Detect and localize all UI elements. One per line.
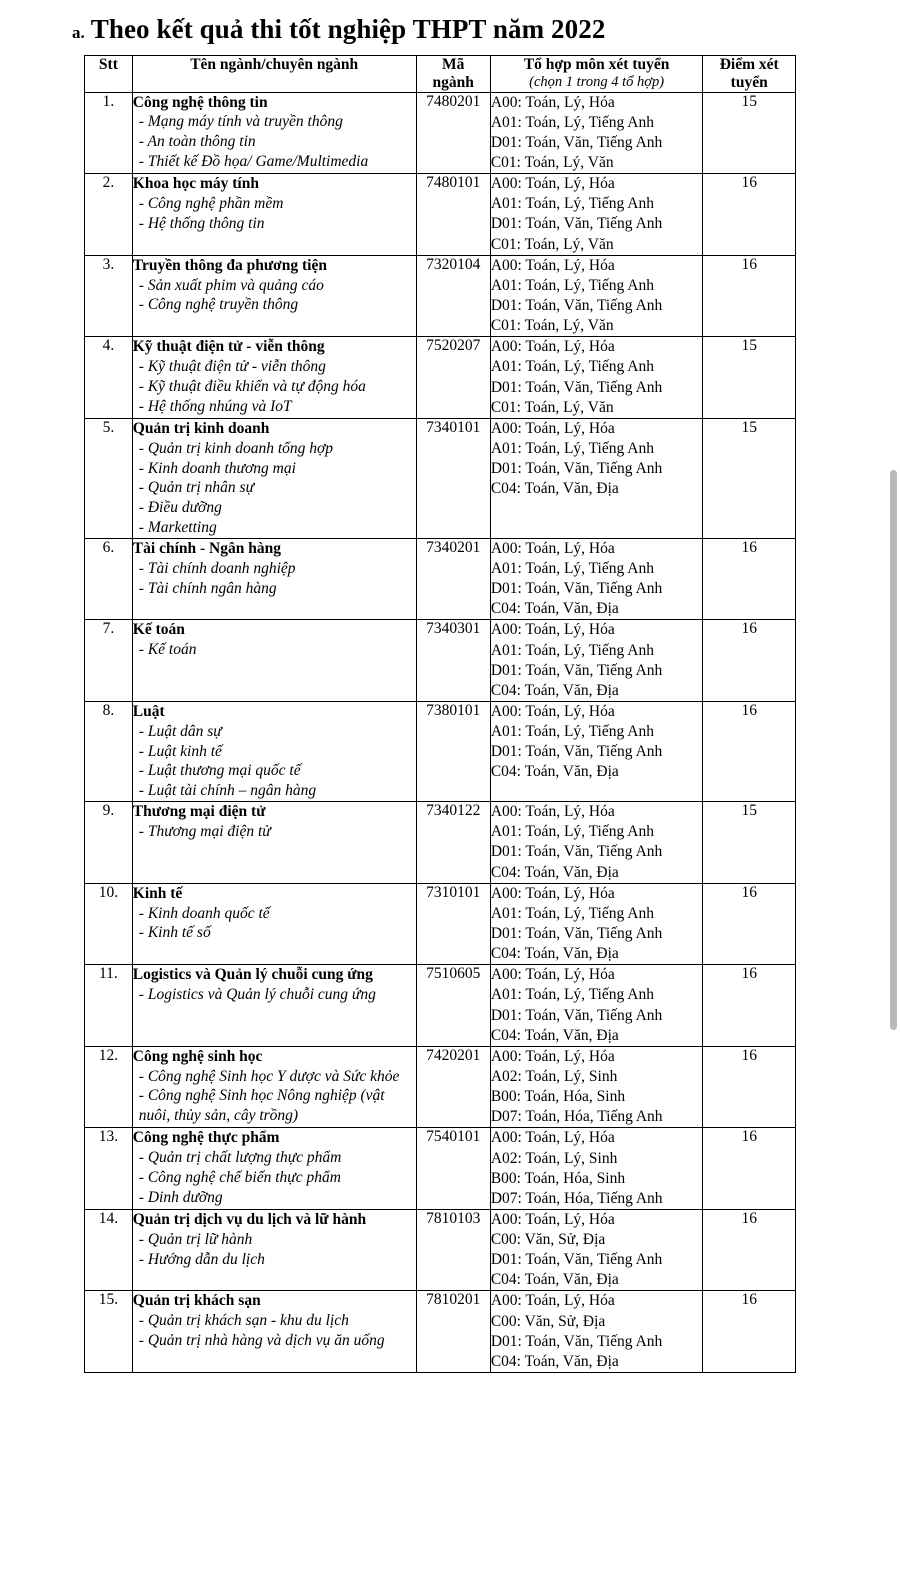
combo-line: A00: Toán, Lý, Hóa [490, 702, 615, 720]
major-sub-item: - Kỹ thuật điều khiển và tự động hóa [138, 377, 366, 395]
combo-line: A01: Toán, Lý, Tiếng Anh [490, 723, 654, 741]
combo-line: C04: Toán, Văn, Địa [490, 1026, 619, 1044]
cell-stt: 1. [85, 92, 133, 174]
cell-stt: 10. [85, 883, 133, 965]
cell-major-code: 7340101 [416, 418, 490, 538]
major-sub-item: - Tài chính ngân hàng [138, 579, 277, 597]
cell-major-name [132, 701, 416, 801]
major-title: Khoa học máy tính [132, 175, 259, 193]
cell-major-name [132, 1291, 416, 1373]
table-row [85, 174, 796, 256]
cell-score: 16 [703, 1291, 796, 1373]
table-row [85, 1291, 796, 1373]
major-sub-item: - Hệ thống thông tin [138, 214, 265, 232]
major-title: Quản trị dịch vụ du lịch và lữ hành [132, 1210, 367, 1228]
major-sub-item: - Thiết kế Đồ họa/ Game/Multimedia [138, 153, 369, 171]
cell-major-name [132, 255, 416, 337]
major-sub-item: - Luật kinh tế [138, 742, 222, 760]
table-row [85, 538, 796, 620]
major-title: Truyền thông đa phương tiện [132, 256, 327, 274]
cell-stt: 9. [85, 802, 133, 884]
title-text: Theo kết quả thi tốt nghiệp THPT năm 2022 [90, 14, 606, 44]
cell-subject-combination [490, 701, 703, 801]
cell-score: 15 [703, 337, 796, 419]
combo-line: C01: Toán, Lý, Văn [490, 235, 614, 253]
combo-line: D01: Toán, Văn, Tiếng Anh [490, 378, 663, 396]
combo-line: C04: Toán, Văn, Địa [490, 681, 619, 699]
major-sub-item: - Marketting [138, 519, 217, 537]
major-sub-item: - Luật thương mại quốc tế [138, 762, 301, 780]
major-sub-item: - Kế toán [138, 641, 197, 659]
major-sub-item: - Logistics và Quản lý chuỗi cung ứng [138, 986, 376, 1004]
combo-line: A01: Toán, Lý, Tiếng Anh [490, 641, 654, 659]
combo-line: A01: Toán, Lý, Tiếng Anh [490, 559, 654, 577]
header-major-code [416, 56, 490, 93]
header-major-code-line1: Mã [442, 56, 465, 73]
cell-stt: 13. [85, 1128, 133, 1210]
cell-score: 15 [703, 418, 796, 538]
major-sub-item: - Luật dân sự [138, 722, 222, 740]
table-row [85, 802, 796, 884]
combo-line: A01: Toán, Lý, Tiếng Anh [490, 440, 654, 458]
table-header [85, 56, 796, 93]
combo-line: A00: Toán, Lý, Hóa [490, 175, 615, 193]
cell-score: 16 [703, 620, 796, 702]
combo-line: A01: Toán, Lý, Tiếng Anh [490, 823, 654, 841]
cell-major-code: 7480201 [416, 92, 490, 174]
table-body [85, 92, 796, 1372]
combo-line: C01: Toán, Lý, Văn [490, 317, 614, 335]
major-sub-item: - Quản trị nhà hàng và dịch vụ ăn uống [138, 1332, 385, 1350]
combo-line: A01: Toán, Lý, Tiếng Anh [490, 904, 654, 922]
cell-major-code: 7310101 [416, 883, 490, 965]
cell-stt: 5. [85, 418, 133, 538]
combo-line: D01: Toán, Văn, Tiếng Anh [490, 843, 663, 861]
table-row [85, 1209, 796, 1291]
header-score-line1: Điểm xét [719, 56, 779, 73]
combo-line: A00: Toán, Lý, Hóa [490, 803, 615, 821]
cell-score: 16 [703, 1046, 796, 1128]
major-sub-item: - Hướng dẫn du lịch [138, 1250, 265, 1268]
cell-stt: 12. [85, 1046, 133, 1128]
major-sub-item: - Quản trị nhân sự [138, 479, 255, 497]
table-row [85, 92, 796, 174]
cell-score: 16 [703, 538, 796, 620]
cell-stt: 2. [85, 174, 133, 256]
cell-stt: 14. [85, 1209, 133, 1291]
major-sub-item: - Kinh doanh quốc tế [138, 904, 270, 922]
cell-major-code: 7810103 [416, 1209, 490, 1291]
major-title: Công nghệ sinh học [132, 1047, 263, 1065]
combo-line: A00: Toán, Lý, Hóa [490, 93, 615, 111]
combo-line: C04: Toán, Văn, Địa [490, 600, 619, 618]
combo-line: A01: Toán, Lý, Tiếng Anh [490, 276, 654, 294]
combo-line: D01: Toán, Văn, Tiếng Anh [490, 924, 663, 942]
combo-line: D01: Toán, Văn, Tiếng Anh [490, 297, 663, 315]
cell-major-name [132, 1209, 416, 1291]
combo-line: D01: Toán, Văn, Tiếng Anh [490, 1251, 663, 1269]
major-title: Kỹ thuật điện tử - viễn thông [132, 338, 325, 356]
major-sub-item: - Hệ thống nhúng và IoT [138, 397, 292, 415]
cell-score: 15 [703, 802, 796, 884]
cell-major-name [132, 883, 416, 965]
major-title: Thương mại điện tử [132, 803, 266, 821]
cell-major-code: 7810201 [416, 1291, 490, 1373]
cell-stt: 15. [85, 1291, 133, 1373]
major-sub-item: - Kinh tế số [138, 924, 211, 942]
combo-line: C04: Toán, Văn, Địa [490, 945, 619, 963]
major-sub-item: - Luật tài chính – ngân hàng [138, 782, 317, 800]
cell-subject-combination [490, 418, 703, 538]
header-major-code-line2: ngành [432, 73, 474, 91]
cell-score: 16 [703, 883, 796, 965]
table-row [85, 418, 796, 538]
major-sub-item: - Tài chính doanh nghiệp [138, 559, 296, 577]
header-major-name: Tên ngành/chuyên ngành [132, 56, 416, 93]
cell-subject-combination [490, 255, 703, 337]
major-sub-item: - Dinh dưỡng [138, 1188, 223, 1206]
section-letter: a. [72, 23, 85, 42]
table-row [85, 701, 796, 801]
cell-major-code: 7320104 [416, 255, 490, 337]
table-row [85, 965, 796, 1047]
combo-line: C04: Toán, Văn, Địa [490, 763, 619, 781]
combo-line: A01: Toán, Lý, Tiếng Anh [490, 113, 654, 131]
table-row [85, 255, 796, 337]
combo-line: A00: Toán, Lý, Hóa [490, 1210, 615, 1228]
combo-line: C04: Toán, Văn, Địa [490, 863, 619, 881]
cell-major-name [132, 92, 416, 174]
major-sub-item: - Công nghệ chế biến thực phẩm [138, 1169, 341, 1187]
cell-major-code: 7510605 [416, 965, 490, 1047]
cell-major-code: 7480101 [416, 174, 490, 256]
cell-stt: 7. [85, 620, 133, 702]
header-row [85, 56, 796, 93]
cell-major-code: 7340201 [416, 538, 490, 620]
combo-line: C04: Toán, Văn, Địa [490, 480, 619, 498]
major-title: Quản trị khách sạn [132, 1292, 261, 1310]
combo-line: A01: Toán, Lý, Tiếng Anh [490, 986, 654, 1004]
major-title: Quản trị kinh doanh [132, 419, 270, 437]
cell-stt: 11. [85, 965, 133, 1047]
cell-score: 16 [703, 1128, 796, 1210]
cell-major-code: 7340301 [416, 620, 490, 702]
combo-line: D01: Toán, Văn, Tiếng Anh [490, 1332, 663, 1350]
combo-line: A00: Toán, Lý, Hóa [490, 1129, 615, 1147]
combo-line: D01: Toán, Văn, Tiếng Anh [490, 580, 663, 598]
major-title: Luật [132, 702, 165, 720]
cell-major-code: 7520207 [416, 337, 490, 419]
combo-line: A00: Toán, Lý, Hóa [490, 256, 615, 274]
combo-line: D01: Toán, Văn, Tiếng Anh [490, 661, 663, 679]
cell-subject-combination [490, 1291, 703, 1373]
combo-line: A00: Toán, Lý, Hóa [490, 1292, 615, 1310]
combo-line: A00: Toán, Lý, Hóa [490, 966, 615, 984]
combo-line: A01: Toán, Lý, Tiếng Anh [490, 358, 654, 376]
cell-major-name [132, 1046, 416, 1128]
combo-line: B00: Toán, Hóa, Sinh [490, 1088, 626, 1106]
table-row [85, 620, 796, 702]
cell-major-code: 7540101 [416, 1128, 490, 1210]
cell-major-name [132, 538, 416, 620]
major-sub-item: - Thương mại điện tử [138, 822, 271, 840]
major-title: Kinh tế [132, 884, 183, 902]
header-combo-line2: (chọn 1 trong 4 tổ hợp) [529, 73, 665, 90]
cell-score: 16 [703, 701, 796, 801]
header-score [703, 56, 796, 93]
combo-line: C01: Toán, Lý, Văn [490, 154, 614, 172]
combo-line: A00: Toán, Lý, Hóa [490, 338, 615, 356]
combo-line: B00: Toán, Hóa, Sinh [490, 1169, 626, 1187]
header-subject-combination [490, 56, 703, 93]
combo-line: A00: Toán, Lý, Hóa [490, 1047, 615, 1065]
combo-line: C04: Toán, Văn, Địa [490, 1352, 619, 1370]
cell-subject-combination [490, 538, 703, 620]
cell-major-name [132, 1128, 416, 1210]
header-combo-line1: Tổ hợp môn xét tuyển [523, 56, 670, 73]
cell-subject-combination [490, 337, 703, 419]
major-title: Công nghệ thông tin [132, 93, 268, 111]
cell-stt: 3. [85, 255, 133, 337]
combo-line: D01: Toán, Văn, Tiếng Anh [490, 1006, 663, 1024]
cell-score: 15 [703, 92, 796, 174]
table-row [85, 1128, 796, 1210]
combo-line: A02: Toán, Lý, Sinh [490, 1067, 618, 1085]
cell-subject-combination [490, 802, 703, 884]
cell-major-code: 7420201 [416, 1046, 490, 1128]
combo-line: C01: Toán, Lý, Văn [490, 398, 614, 416]
scrollbar[interactable] [890, 470, 897, 1030]
combo-line: C00: Văn, Sử, Địa [490, 1231, 606, 1249]
page-title [0, 0, 900, 55]
major-title: Tài chính - Ngân hàng [132, 539, 281, 557]
cell-score: 16 [703, 255, 796, 337]
cell-major-name [132, 418, 416, 538]
header-score-line2: tuyển [730, 73, 768, 91]
cell-subject-combination [490, 174, 703, 256]
cell-major-name [132, 337, 416, 419]
admission-table [84, 55, 796, 1373]
combo-line: A00: Toán, Lý, Hóa [490, 621, 615, 639]
major-sub-item: - Quản trị lữ hành [138, 1230, 253, 1248]
major-sub-item: - Quản trị chất lượng thực phẩm [138, 1149, 342, 1167]
major-sub-item: - Kỹ thuật điện tử - viễn thông [138, 358, 326, 376]
combo-line: D07: Toán, Hóa, Tiếng Anh [490, 1108, 663, 1126]
cell-score: 16 [703, 1209, 796, 1291]
combo-line: A00: Toán, Lý, Hóa [490, 419, 615, 437]
cell-major-code: 7380101 [416, 701, 490, 801]
cell-subject-combination [490, 92, 703, 174]
cell-score: 16 [703, 174, 796, 256]
major-sub-item: - An toàn thông tin [138, 133, 256, 151]
major-title: Công nghệ thực phẩm [132, 1129, 280, 1147]
combo-line: D07: Toán, Hóa, Tiếng Anh [490, 1189, 663, 1207]
cell-stt: 4. [85, 337, 133, 419]
combo-line: C04: Toán, Văn, Địa [490, 1271, 619, 1289]
cell-score: 16 [703, 965, 796, 1047]
major-sub-item: - Công nghệ truyền thông [138, 296, 299, 314]
combo-line: D01: Toán, Văn, Tiếng Anh [490, 133, 663, 151]
cell-subject-combination [490, 965, 703, 1047]
cell-major-code: 7340122 [416, 802, 490, 884]
major-sub-item: - Kinh doanh thương mại [138, 459, 296, 477]
major-sub-item: - Quản trị khách sạn - khu du lịch [138, 1312, 349, 1330]
cell-subject-combination [490, 1046, 703, 1128]
major-sub-item: - Quản trị kinh doanh tổng hợp [138, 439, 334, 457]
combo-line: D01: Toán, Văn, Tiếng Anh [490, 460, 663, 478]
major-sub-item: - Sản xuất phim và quảng cáo [138, 276, 324, 294]
major-sub-item: - Công nghệ Sinh học Y dược và Sức khỏe [138, 1067, 400, 1085]
major-title: Logistics và Quản lý chuỗi cung ứng [132, 966, 373, 984]
cell-major-name [132, 965, 416, 1047]
table-row [85, 1046, 796, 1128]
major-sub-item: - Công nghệ phần mềm [138, 195, 284, 213]
cell-major-name [132, 620, 416, 702]
major-sub-item: - Công nghệ Sinh học Nông nghiệp (vật nuôi, thủy sản, cây trồng) [138, 1087, 385, 1125]
header-stt: Stt [85, 56, 133, 93]
cell-subject-combination [490, 1209, 703, 1291]
major-sub-item: - Mạng máy tính và truyền thông [138, 113, 343, 131]
cell-stt: 6. [85, 538, 133, 620]
major-title: Kế toán [132, 621, 185, 639]
combo-line: A01: Toán, Lý, Tiếng Anh [490, 195, 654, 213]
cell-subject-combination [490, 620, 703, 702]
cell-major-name [132, 174, 416, 256]
combo-line: C00: Văn, Sử, Địa [490, 1312, 606, 1330]
combo-line: A00: Toán, Lý, Hóa [490, 539, 615, 557]
combo-line: D01: Toán, Văn, Tiếng Anh [490, 215, 663, 233]
table-row [85, 337, 796, 419]
cell-subject-combination [490, 1128, 703, 1210]
cell-subject-combination [490, 883, 703, 965]
major-sub-item: - Điều dưỡng [138, 499, 222, 517]
combo-line: D01: Toán, Văn, Tiếng Anh [490, 743, 663, 761]
combo-line: A00: Toán, Lý, Hóa [490, 884, 615, 902]
cell-stt: 8. [85, 701, 133, 801]
table-row [85, 883, 796, 965]
cell-major-name [132, 802, 416, 884]
combo-line: A02: Toán, Lý, Sinh [490, 1149, 618, 1167]
